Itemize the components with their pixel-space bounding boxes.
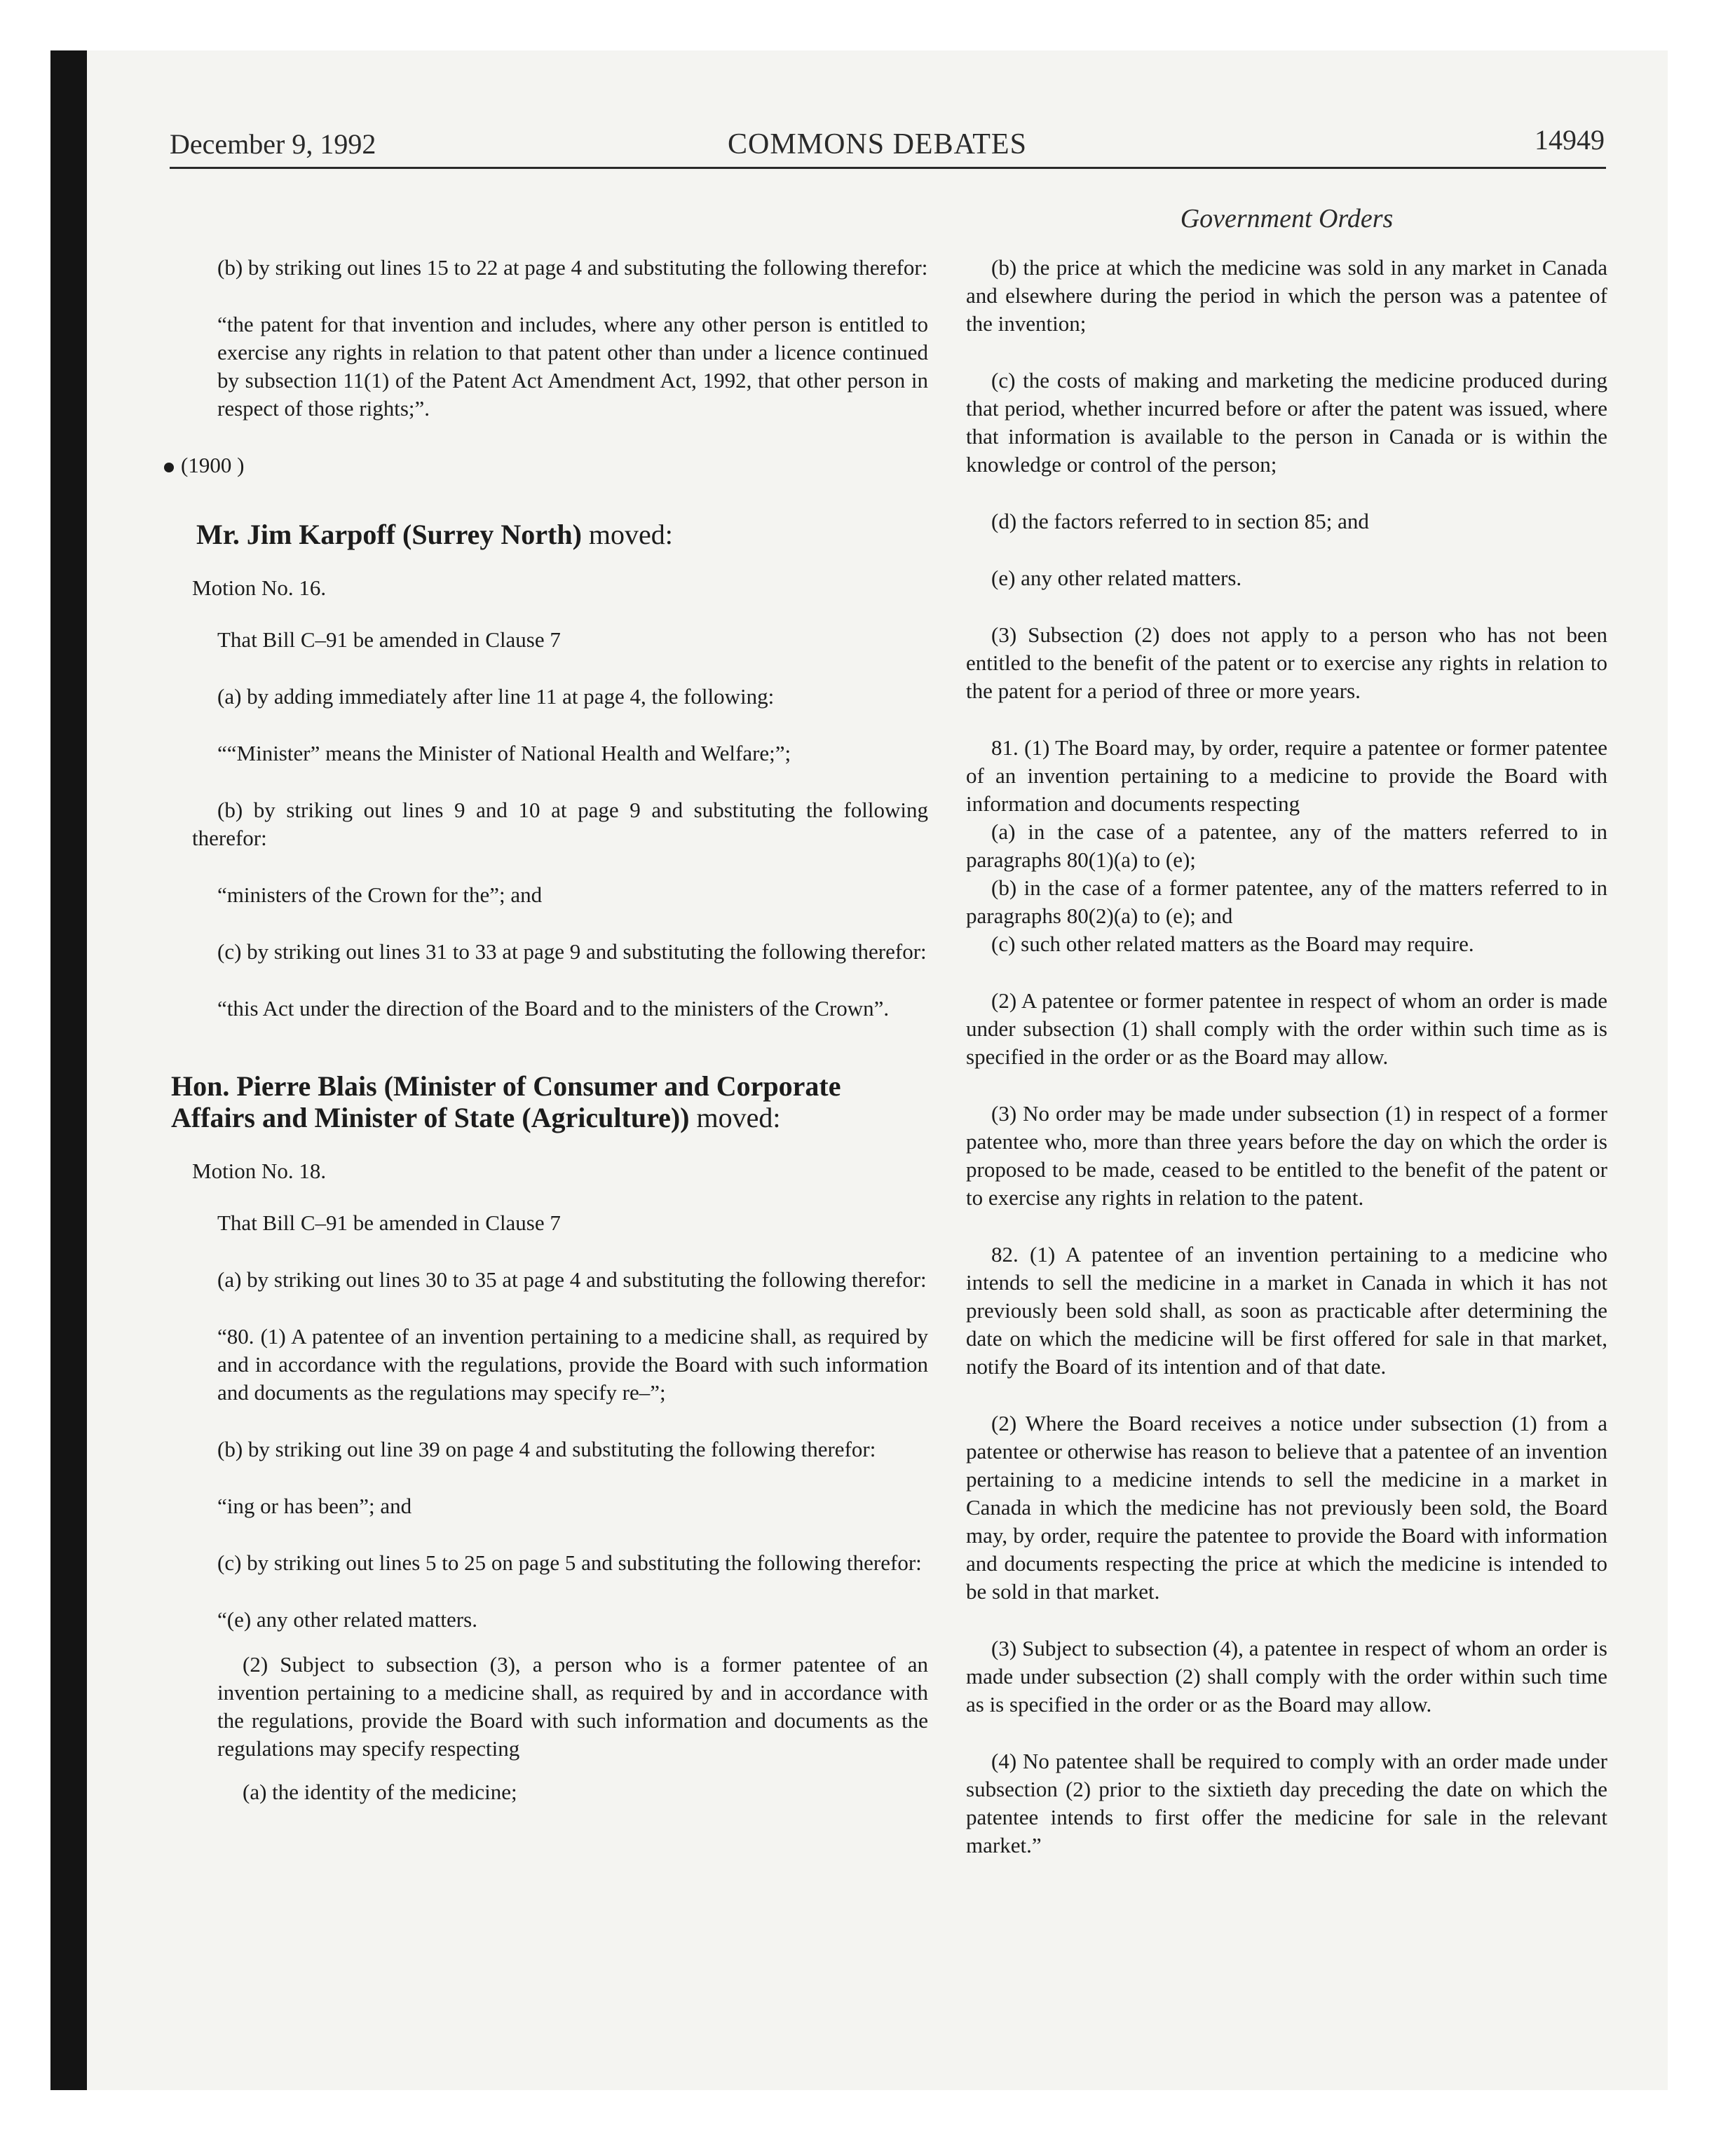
motion-item-a: (a) by adding immediately after line 11 at page 4, the following: xyxy=(217,684,775,709)
motion-item-c: (c) by striking out lines 5 to 25 on page 5 and substituting the following therefor: xyxy=(217,1550,922,1575)
speaker-moved: moved: xyxy=(696,1102,781,1133)
section-81-1a: (a) in the case of a patentee, any of the matters referred to in paragraphs 80(1)(a) to (e); xyxy=(966,819,1607,872)
speaker-heading xyxy=(196,519,928,550)
motion-item-b: (b) by striking out lines 9 and 10 at page 9 and substituting the following therefor: xyxy=(192,798,928,850)
motion-item-c-paragraph: (a) the identity of the medicine; xyxy=(243,1780,517,1804)
section-81-3: (3) No order may be made under subsection (1) in respect of a former patentee who, more than three years before the day on which the order is proposed to be made, ceased to be entitled to the benefit of the patent or to exercise any rights in relation to the patent. xyxy=(966,1101,1607,1210)
motion-item-c-quote: “this Act under the direction of the Board and to the ministers of the Crown”. xyxy=(217,996,890,1021)
motion-item-b-quote: “ministers of the Crown for the”; and xyxy=(217,882,543,907)
bullet-icon xyxy=(164,463,174,472)
amendment-b-quote: “the patent for that invention and includes, where any other person is entitled to exercise any rights in relation to that patent other than under a licence continued by subsection 11(1) of the Patent Act Amendment Act, 1992, that other person in respect of those rights;”. xyxy=(217,312,928,421)
speaker-moved: moved: xyxy=(588,519,673,550)
motion-intro: That Bill C–91 be amended in Clause 7 xyxy=(217,1210,561,1235)
header-title: COMMONS DEBATES xyxy=(728,128,1027,161)
section-82-2: (2) Where the Board receives a notice under subsection (1) from a patentee or otherwise has reason to believe that a patentee of an invention pertaining to a medicine intends to sell the medicine in a market in Canada in which the medicine has not previously been sold, the Board may, by order, require the patentee to provide the Board with information and documents respecting the price at which the medicine is intended to be sold in that market. xyxy=(966,1411,1607,1604)
speaker-name: Mr. Jim Karpoff (Surrey North) xyxy=(196,519,582,550)
motion-item-c-subsection: (2) Subject to subsection (3), a person who is a former patentee of an invention pertaining to a medicine shall, as required by and in accordance with the regulations, provide the Board with such information and documents as the regulations may specify respecting xyxy=(217,1652,928,1761)
paragraph-e: (e) any other related matters. xyxy=(991,566,1242,590)
section-81-1b: (b) in the case of a former patentee, any of the matters referred to in paragraphs 80(2)(a) to (e); and xyxy=(966,875,1607,928)
paragraph-c: (c) the costs of making and marketing the medicine produced during that period, whether incurred before or after the patent was issued, where that information is available to the person in Canada or is within the knowledge or control of the person; xyxy=(966,368,1607,477)
motion-item-a-quote: ““Minister” means the Minister of National Health and Welfare;”; xyxy=(217,741,791,765)
motion-item-a-quote: “80. (1) A patentee of an invention pertaining to a medicine shall, as required by and in accordance with the regulations, provide the Board with such information and documents as the regulations may specify re–”; xyxy=(217,1324,928,1405)
section-81-1c: (c) such other related matters as the Board may require. xyxy=(991,932,1474,956)
section-82-4: (4) No patentee shall be required to comply with an order made under subsection (2) prior to the sixtieth day preceding the date on which the patentee intends to first offer the medicine for sale in the relevant market.” xyxy=(966,1749,1607,1857)
motion-item-b: (b) by striking out line 39 on page 4 and substituting the following therefor: xyxy=(217,1437,876,1461)
motion-intro: That Bill C–91 be amended in Clause 7 xyxy=(217,627,561,652)
time-stamp xyxy=(164,451,928,479)
speaker-heading xyxy=(171,1070,928,1133)
motion-number: Motion No. 16. xyxy=(192,575,327,600)
header-page-number: 14949 xyxy=(1535,124,1605,156)
subsection-3: (3) Subsection (2) does not apply to a person who has not been entitled to the benefit of the patent or to exercise any rights in relation to the patent for a period of three or more years. xyxy=(966,622,1607,703)
paragraph-b: (b) the price at which the medicine was sold in any market in Canada and elsewhere during the period in which the person was a patentee of the invention; xyxy=(966,255,1607,336)
header-rule xyxy=(170,167,1606,169)
paragraph-d: (d) the factors referred to in section 85; and xyxy=(991,509,1369,533)
speaker-name: Hon. Pierre Blais (Minister of Consumer and Corporate Affairs and Minister of State (Agriculture)) xyxy=(171,1070,841,1133)
amendment-b-intro: (b) by striking out lines 15 to 22 at page 4 and substituting the following therefor: xyxy=(217,255,928,280)
motion-item-b-quote: “ing or has been”; and xyxy=(217,1494,412,1518)
section-82-3: (3) Subject to subsection (4), a patentee in respect of whom an order is made under subsection (2) shall comply with the order within such time as is specified in the order or as the Board may allow. xyxy=(966,1636,1607,1717)
time-stamp-text: (1900 ) xyxy=(181,453,245,477)
header-date: December 9, 1992 xyxy=(170,128,376,160)
motion-item-a: (a) by striking out lines 30 to 35 at page 4 and substituting the following therefor: xyxy=(217,1267,927,1292)
document-page xyxy=(87,50,1668,2090)
left-column xyxy=(171,254,928,1835)
motion-item-c: (c) by striking out lines 31 to 33 at page 9 and substituting the following therefor: xyxy=(217,939,927,964)
section-81-1: 81. (1) The Board may, by order, require a patentee or former patentee of an invention pertaining to a medicine to provide the Board with information and documents respecting xyxy=(966,735,1607,816)
motion-number: Motion No. 18. xyxy=(192,1159,327,1183)
section-82-1: 82. (1) A patentee of an invention pertaining to a medicine who intends to sell the medicine in a market in Canada in which it has not previously been sold shall, as soon as practicable after determining the date on which the medicine will be first offered for sale in that market, notify the Board of its intention and of that date. xyxy=(966,1242,1607,1379)
section-heading: Government Orders xyxy=(1180,204,1394,233)
scan-edge-shadow xyxy=(50,50,87,2090)
section-81-2: (2) A patentee or former patentee in respect of whom an order is made under subsection (1) shall comply with the order within such time as is specified in the order or as the Board may allow. xyxy=(966,988,1607,1069)
right-column xyxy=(966,254,1607,1888)
motion-item-c-quote: “(e) any other related matters. xyxy=(217,1607,477,1632)
